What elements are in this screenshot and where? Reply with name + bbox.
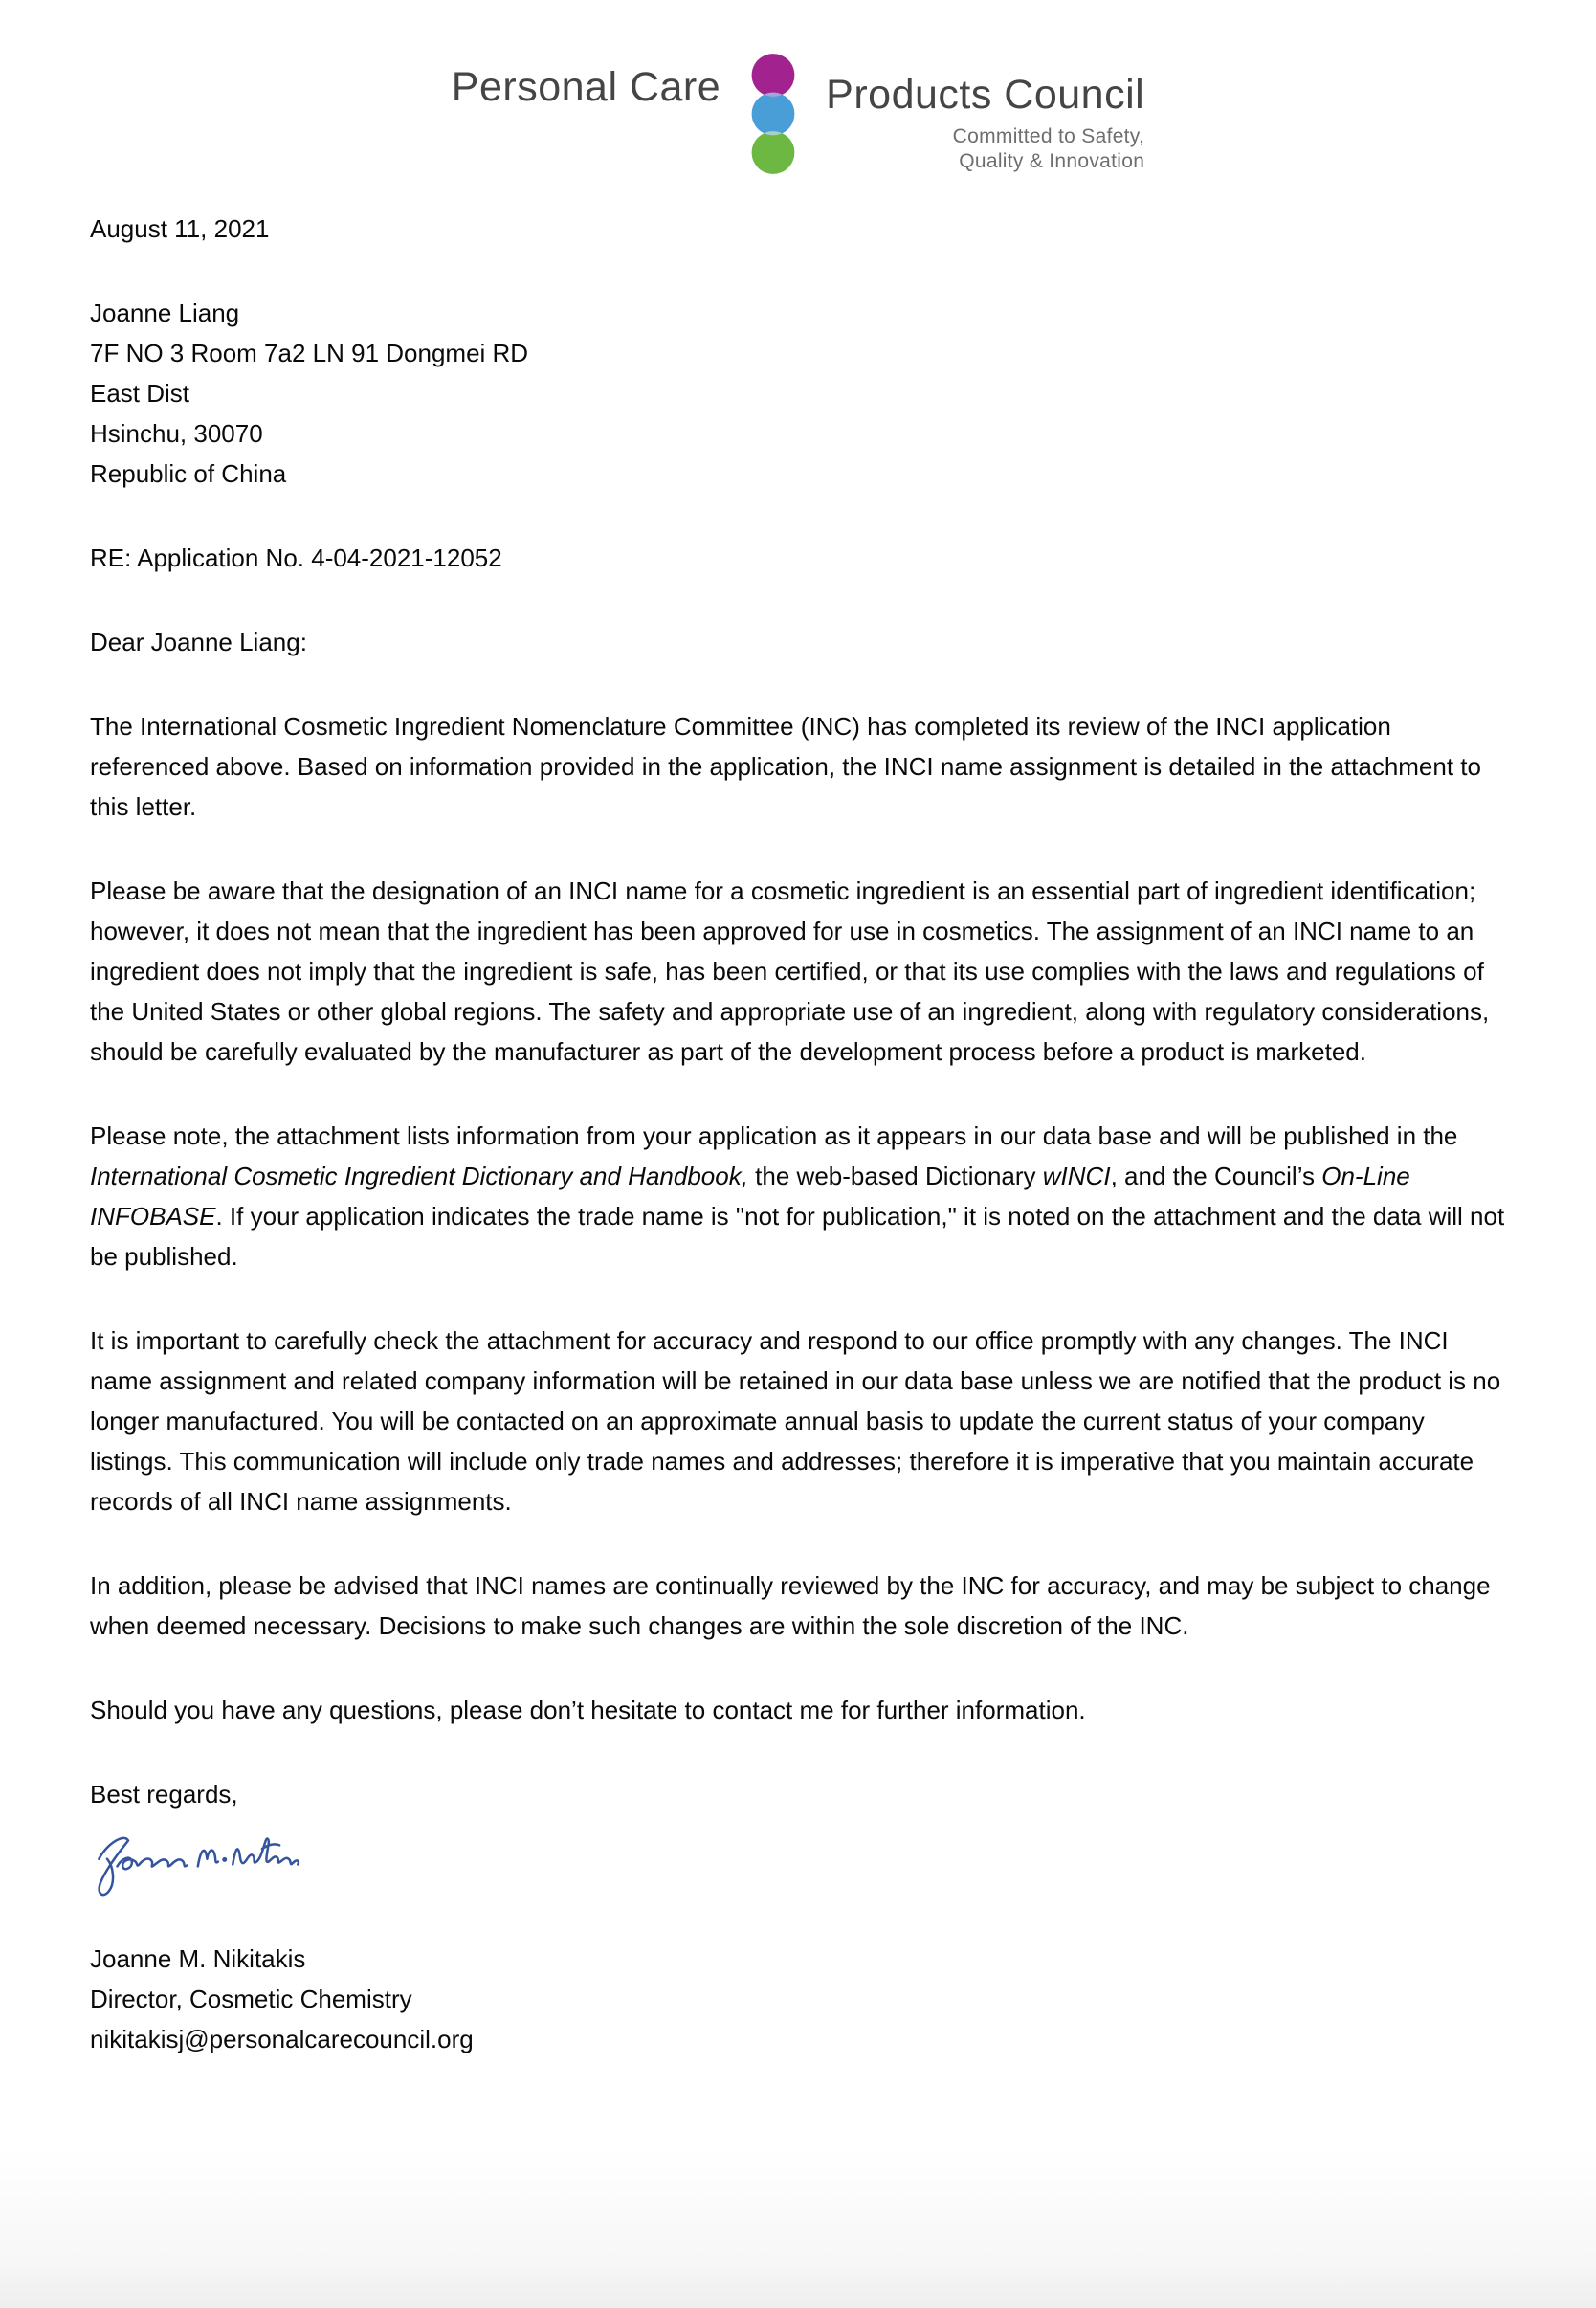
address-line: East Dist xyxy=(90,379,190,408)
body-paragraph-4: It is important to carefully check the attachment for accuracy and respond to our office promptly with any changes. The INCI name assignment and related company information will be retained in our data base unless we are notified that the product is no longer manufactured. You will be contacted on an approximate annual basis to update the current status of your company listings. This communication will include only trade names and addresses; therefore it is imperative that you maintain accurate records of all INCI name assignments. xyxy=(90,1326,1501,1516)
logo-circle-blue xyxy=(752,93,795,136)
signature-name: Joanne M. Nikitakis xyxy=(90,1944,306,1973)
p3-run-italic-infobase: On-Line INFOBASE xyxy=(90,1162,1410,1231)
signature-title: Director, Cosmetic Chemistry xyxy=(90,1985,412,2013)
p3-run-plain: , and the Council’s xyxy=(1110,1162,1322,1190)
logo-circles-icon xyxy=(727,52,819,176)
logo-circle-magenta xyxy=(752,54,795,97)
signature-ink-icon xyxy=(84,1820,304,1908)
address-line: Republic of China xyxy=(90,459,287,488)
signature-ink-path xyxy=(99,1838,299,1895)
signature-block xyxy=(90,1939,1510,2059)
letterhead xyxy=(0,0,1596,176)
closing-text: Best regards, xyxy=(90,1780,238,1809)
address-line: Joanne Liang xyxy=(90,299,240,327)
address-line: Hsinchu, 30070 xyxy=(90,419,263,448)
salutation: Dear Joanne Liang: xyxy=(90,628,307,656)
logo-tagline-line1: Committed to Safety, xyxy=(952,124,1145,147)
body-paragraph-5: In addition, please be advised that INCI names are continually reviewed by the INC for accuracy, and may be subject to change when deemed necessary. Decisions to make such changes are within the sole discretion of the INC. xyxy=(90,1571,1491,1640)
p3-run-plain: the web-based Dictionary xyxy=(747,1162,1043,1190)
logo-circle-green xyxy=(752,131,795,174)
p3-run-plain: . If your application indicates the trade name is "not for publication," it is noted on the attachment and the data will not be published. xyxy=(90,1202,1505,1271)
body-paragraph-6: Should you have any questions, please don’t hesitate to contact me for further information. xyxy=(90,1696,1086,1724)
logo-brand-right: Products Council xyxy=(826,71,1145,118)
date-text: August 11, 2021 xyxy=(90,214,270,243)
logo-brand-left: Personal Care xyxy=(451,63,721,110)
p3-run-italic-dictionary: International Cosmetic Ingredient Dictionary and Handbook, xyxy=(90,1162,748,1190)
body-paragraph-2: Please be aware that the designation of an INCI name for a cosmetic ingredient is an essential part of ingredient identification; however, it does not mean that the ingredient has been approved for use in cosmetics. The assignment of an INCI name to an ingredient does not imply that the ingredient is safe, has been certified, or that its use complies with the laws and regulations of the United States or other global regions. The safety and appropriate use of an ingredient, along with regulatory considerations, should be carefully evaluated by the manufacturer as part of the development process before a product is marketed. xyxy=(90,877,1490,1066)
p3-run-plain: Please note, the attachment lists information from your application as it appears in our data base and will be published in the xyxy=(90,1121,1458,1150)
body-paragraph-1: The International Cosmetic Ingredient Nomenclature Committee (INC) has completed its review of the INCI application referenced above. Based on information provided in the application, the INCI name assignment is detailed in the attachment to this letter. xyxy=(90,712,1481,821)
page-bottom-shadow xyxy=(0,2145,1596,2308)
recipient-address xyxy=(90,293,1510,494)
logo-brand-right-group xyxy=(826,55,1144,174)
signature-area xyxy=(84,1820,1510,1920)
logo-tagline-line2: Quality & Innovation xyxy=(959,149,1145,172)
p3-run-italic-winci: wINCI xyxy=(1042,1162,1111,1190)
address-line: 7F NO 3 Room 7a2 LN 91 Dongmei RD xyxy=(90,339,529,367)
re-line: RE: Application No. 4-04-2021-12052 xyxy=(90,544,502,572)
signature-email: nikitakisj@personalcarecouncil.org xyxy=(90,2025,474,2053)
logo-tagline xyxy=(953,124,1145,174)
body-paragraph-3 xyxy=(90,1116,1510,1276)
letter-body xyxy=(90,209,1510,2059)
